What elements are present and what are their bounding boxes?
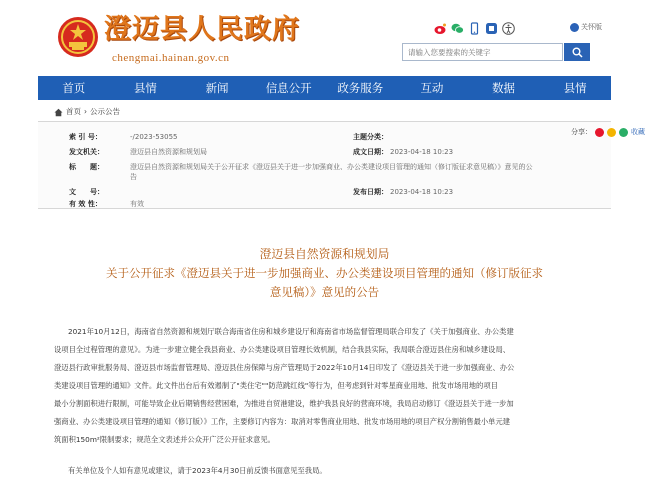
- nav-item-county[interactable]: 县情: [133, 81, 157, 95]
- breadcrumb-home[interactable]: 首页: [66, 107, 81, 116]
- share-wechat-icon[interactable]: [619, 128, 628, 137]
- index-value: -/2023-53055: [130, 133, 178, 141]
- share-qzone-icon[interactable]: [607, 128, 616, 137]
- nav-item-disclosure[interactable]: 信息公开: [265, 81, 312, 95]
- breadcrumb-current[interactable]: 公示公告: [90, 107, 120, 116]
- article-body-line: 强商业、办公类建设项目管理的通知（修订版）》工作，主要修订内容为：取消对零售商业用地、批发市场用地的项目产权分割销售最小单元建: [54, 417, 511, 426]
- article-title-line1: 关于公开征求《澄迈县关于进一步加强商业、办公类建设项目管理的通知（修订版征求: [106, 266, 543, 280]
- article-organization: 澄迈县自然资源和规划局: [259, 247, 390, 261]
- national-emblem-icon: [57, 16, 99, 58]
- pubdate-label: 发布日期：: [353, 188, 388, 196]
- header-tools: [434, 21, 515, 35]
- index-label: 索 引 号：: [69, 133, 102, 141]
- weibo-icon[interactable]: [434, 22, 447, 35]
- article-body-line: 2021年10月12日，海南省自然资源和规划厅联合海南省住房和城乡建设厅和海南省市场监督管理局联合印发了《关于加强商业、办公类建: [68, 327, 514, 336]
- share-more-link[interactable]: 收藏: [631, 128, 645, 136]
- nav-item-data[interactable]: 数据: [492, 81, 516, 95]
- nav-item-services[interactable]: 政务服务: [337, 81, 384, 95]
- docno-label: 文 号：: [69, 188, 104, 196]
- nav-item-news[interactable]: 新闻: [205, 81, 229, 95]
- wechat-icon[interactable]: [451, 22, 464, 35]
- care-mode-label: 关怀版: [581, 23, 602, 31]
- article-body-line: 最小分割面积进行限制，可能导致企业后期销售经营困难，为推进自贸港建设，维护我县良好的营商环境，我局启动修订《澄迈县关于进一步加: [54, 399, 514, 408]
- pubdate-value: 2023-04-18 10:23: [390, 188, 454, 196]
- nav-item-county-info[interactable]: 县情: [563, 81, 587, 95]
- validity-value: 有效: [130, 200, 144, 208]
- accessibility-icon[interactable]: [502, 22, 515, 35]
- article-body-line: 设项目全过程管理的意见》。为进一步建立健全我县商业、办公类建设项目管理长效机制，结合我县实际，我局联合澄迈县住房和城乡建设局、: [54, 345, 511, 354]
- validity-label: 有 效 性：: [69, 200, 102, 208]
- breadcrumb: [54, 106, 120, 118]
- title-value-line2: 告: [130, 173, 137, 181]
- document-meta: [38, 121, 645, 209]
- article-title-line2: 意见稿）》意见的公告: [269, 285, 380, 299]
- search-button[interactable]: [564, 43, 590, 61]
- article-body-line: 筑面积150m²限制要求；规范全文表述并公众开广泛公开征求意见。: [54, 435, 275, 444]
- site-header: [0, 0, 649, 76]
- search-input[interactable]: [402, 43, 563, 61]
- nav-item-home[interactable]: 首页: [62, 81, 86, 95]
- date-label: 成文日期：: [353, 148, 388, 156]
- issuer-label: 发文机关：: [69, 148, 104, 156]
- site-title: 澄迈县人民政府: [104, 14, 300, 45]
- share-label: 分享：: [571, 128, 592, 136]
- date-value: 2023-04-18 10:23: [390, 148, 454, 156]
- article-body-line: 类建设项目管理的通知》文件。此文件出台后有效遏制了"类住宅""防范跳红线"等行为，但考虑到针对零星商业用地、批发市场用地的项目: [54, 381, 498, 390]
- title-label: 标 题：: [69, 163, 104, 171]
- article-body-line: 澄迈县行政审批服务局、澄迈县市场监督管理局、澄迈县住房保障与房产管理局于2022年10月14日印发了《澄迈县关于进一步加强商业、办公: [54, 363, 515, 372]
- app-icon[interactable]: [485, 22, 498, 35]
- main-nav: [38, 76, 611, 100]
- care-mode-icon: [570, 23, 579, 32]
- search-icon: [572, 47, 583, 58]
- article-body-line: 有关单位及个人如有意见或建议，请于2023年4月30日前反馈书面意见至我局。: [68, 466, 327, 475]
- breadcrumb-separator: ›: [84, 107, 87, 116]
- site-domain: chengmai.hainan.gov.cn: [112, 52, 230, 64]
- care-mode-link[interactable]: [570, 21, 602, 34]
- home-icon: [54, 108, 63, 117]
- issuer-value: 澄迈县自然资源和规划局: [130, 148, 207, 156]
- share-weibo-icon[interactable]: [595, 128, 604, 137]
- mobile-icon[interactable]: [468, 22, 481, 35]
- nav-item-interaction[interactable]: 互动: [420, 81, 444, 95]
- theme-label: 主题分类：: [353, 133, 388, 141]
- title-value-line1: 澄迈县自然资源和规划局关于公开征求《澄迈县关于进一步加强商业、办公类建设项目管理的通知（修订版征求意见稿）》意见的公: [130, 163, 533, 171]
- share-bar: [571, 127, 645, 137]
